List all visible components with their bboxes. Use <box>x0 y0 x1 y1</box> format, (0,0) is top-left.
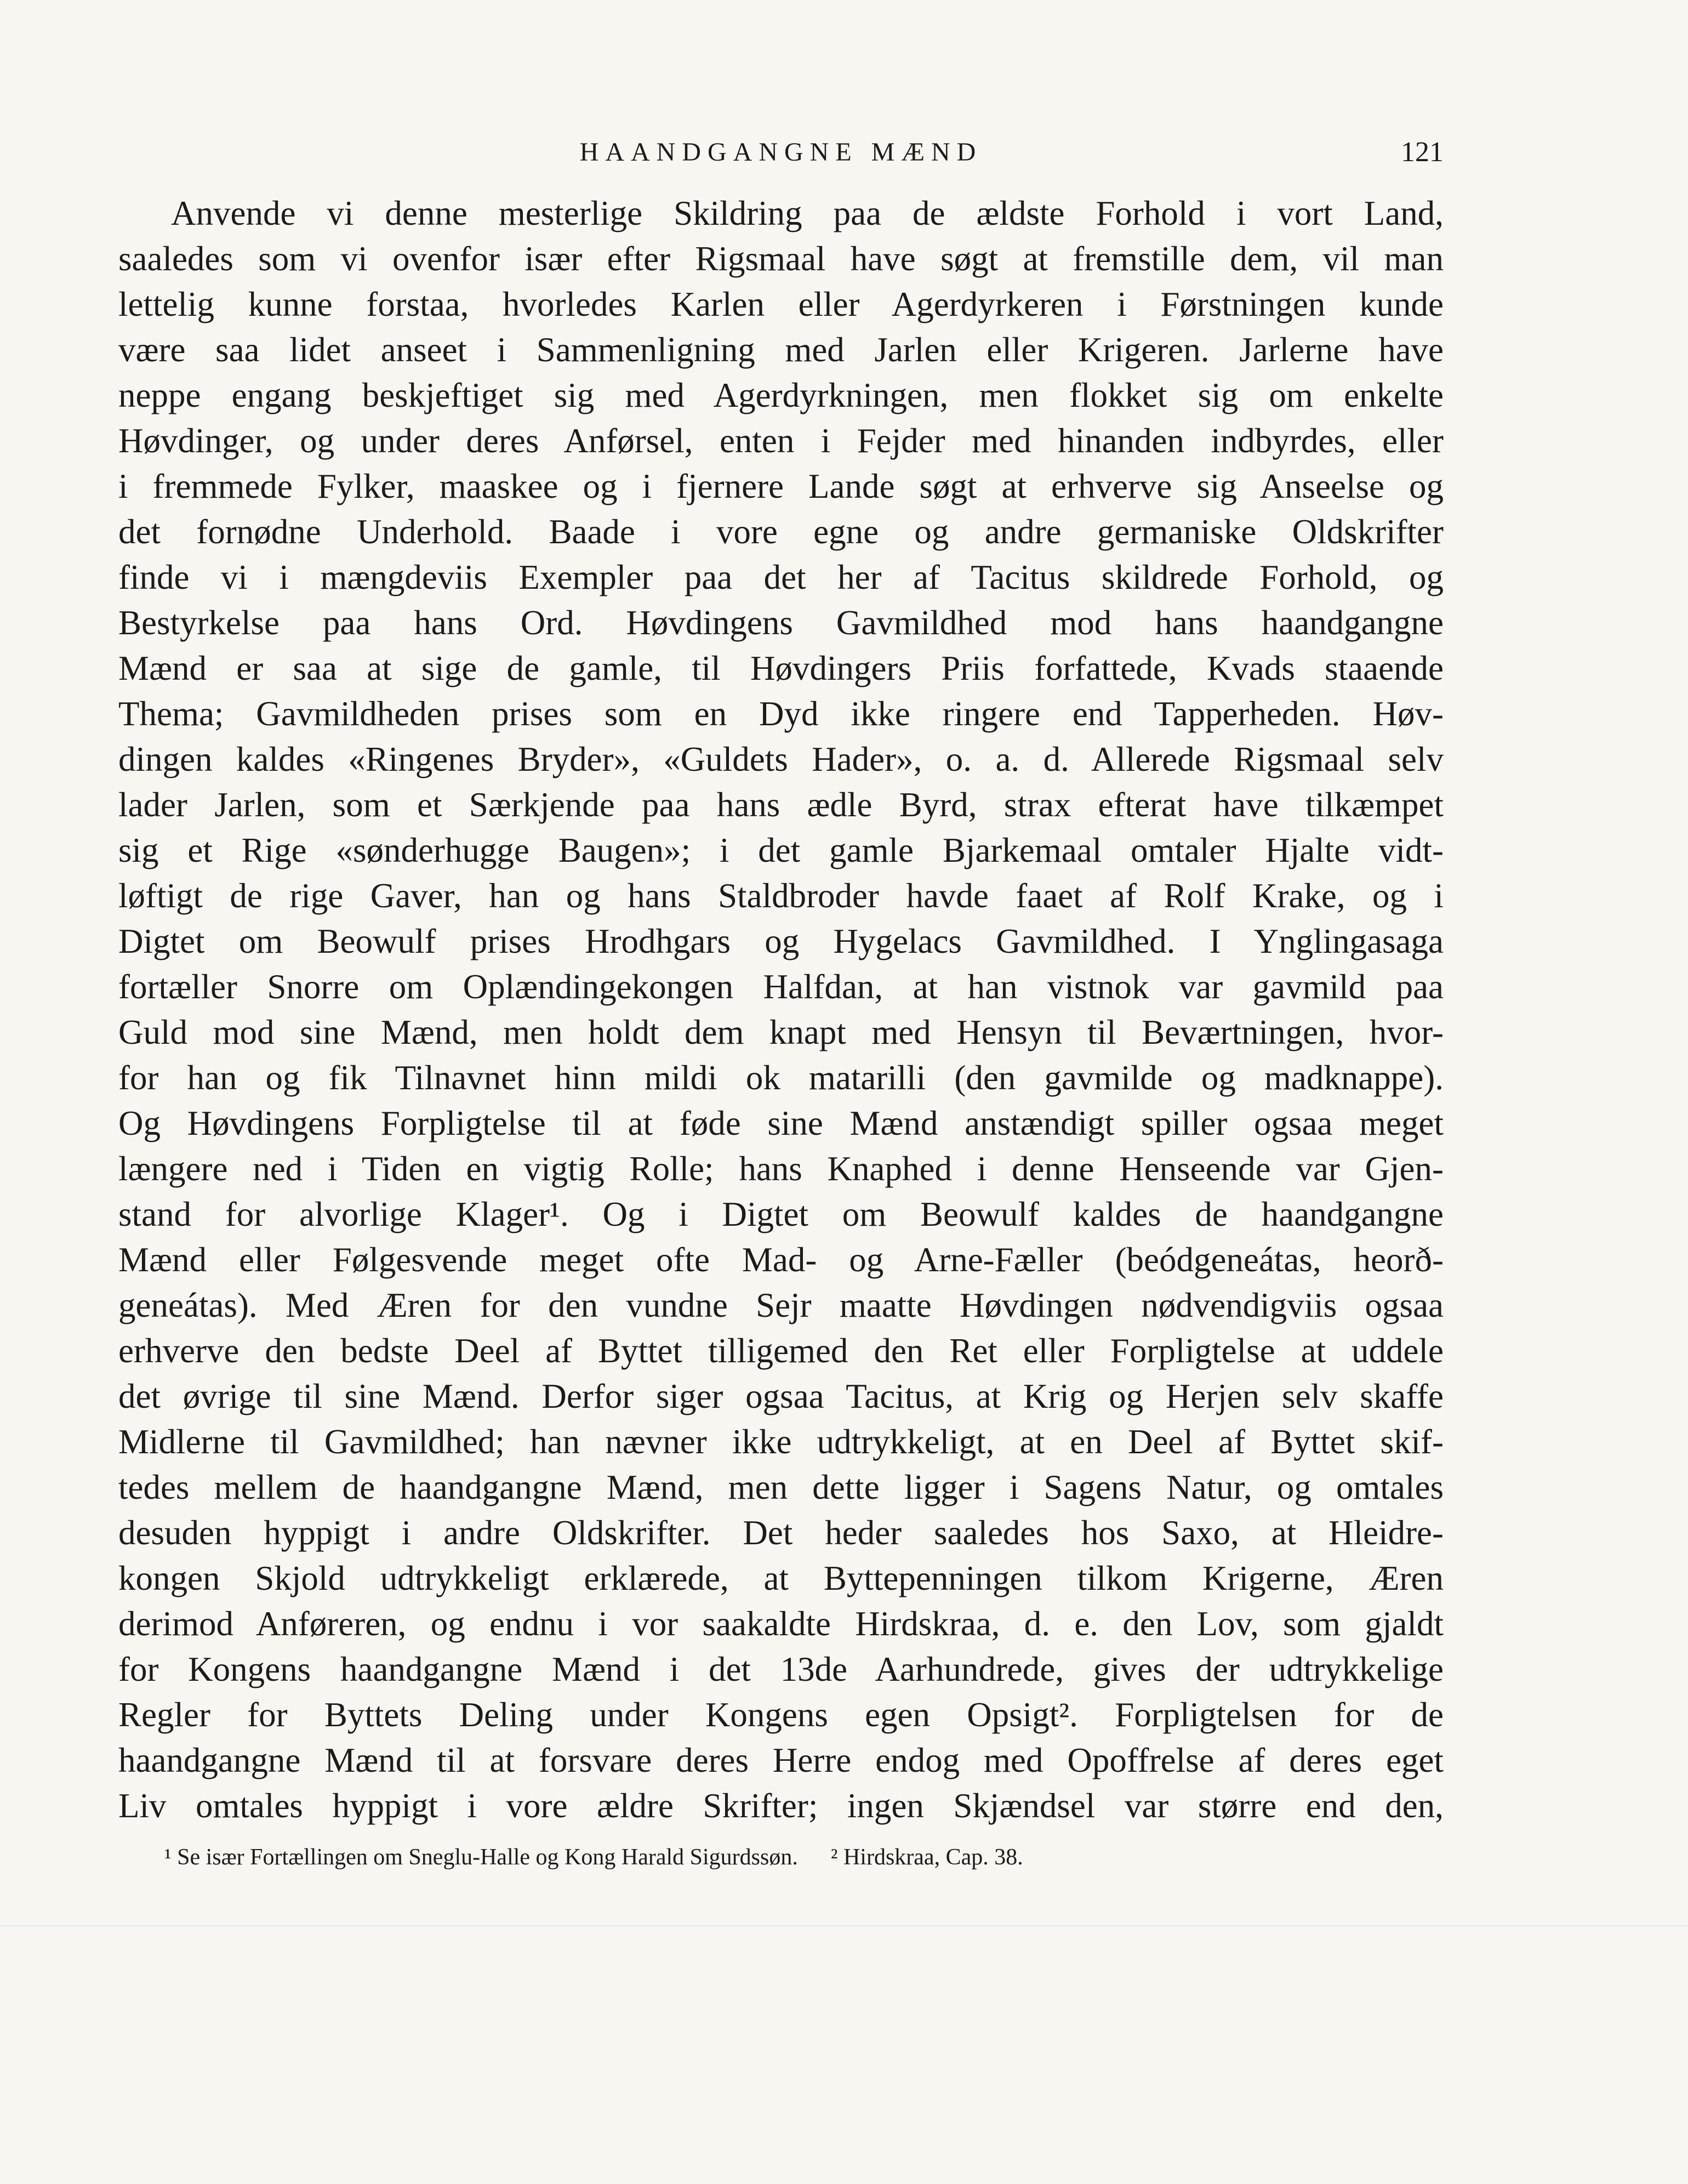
text-line: desuden hyppigt i andre Oldskrifter. Det heder saaledes hos Saxo, at Hleidre- <box>118 1514 1444 1552</box>
text-line: fortæller Snorre om Oplændingekongen Halfdan, at han vistnok var gavmild paa <box>118 968 1444 1006</box>
text-line: Digtet om Beowulf prises Hrodhgars og Hygelacs Gavmildhed. I Ynglingasaga <box>118 922 1444 960</box>
body-text <box>118 191 1444 1829</box>
text-line: stand for alvorlige Klager¹. Og i Digtet om Beowulf kaldes de haandgangne <box>118 1195 1444 1233</box>
text-line: saaledes som vi ovenfor især efter Rigsmaal have søgt at fremstille dem, vil man <box>118 240 1444 278</box>
text-line: derimod Anføreren, og endnu i vor saakaldte Hirdskraa, d. e. den Lov, som gjaldt <box>118 1605 1444 1643</box>
text-line: sig et Rige «sønderhugge Baugen»; i det gamle Bjarkemaal omtaler Hjalte vidt- <box>118 831 1444 869</box>
text-line: kongen Skjold udtrykkeligt erklærede, at Byttepenningen tilkom Krigerne, Æren <box>118 1559 1444 1597</box>
text-line: for Kongens haandgangne Mænd i det 13de Aarhundrede, gives der udtrykkelige <box>118 1650 1444 1688</box>
text-line: Guld mod sine Mænd, men holdt dem knapt med Hensyn til Beværtningen, hvor- <box>118 1013 1444 1051</box>
text-line: Bestyrkelse paa hans Ord. Høvdingens Gavmildhed mod hans haandgangne <box>118 604 1444 642</box>
text-line: det øvrige til sine Mænd. Derfor siger ogsaa Tacitus, at Krig og Herjen selv skaffe <box>118 1377 1444 1415</box>
text-line: neppe engang beskjeftiget sig med Agerdyrkningen, men flokket sig om enkelte <box>118 376 1444 414</box>
text-line: geneátas). Med Æren for den vundne Sejr maatte Høvdingen nødvendigviis ogsaa <box>118 1286 1444 1324</box>
text-line: være saa lidet anseet i Sammenligning med Jarlen eller Krigeren. Jarlerne have <box>118 331 1444 369</box>
text-line: længere ned i Tiden en vigtig Rolle; hans Knaphed i denne Henseende var Gjen- <box>118 1150 1444 1188</box>
text-line: Thema; Gavmildheden prises som en Dyd ikke ringere end Tapperheden. Høv- <box>118 695 1444 733</box>
text-line: Mænd er saa at sige de gamle, til Høvdingers Priis forfattede, Kvads staaende <box>118 649 1444 687</box>
text-line: Regler for Byttets Deling under Kongens egen Opsigt². Forpligtelsen for de <box>118 1696 1444 1734</box>
running-title: HAANDGANGNE MÆND <box>579 138 983 167</box>
text-line: i fremmede Fylker, maaskee og i fjernere Lande søgt at erhverve sig Anseelse og <box>118 467 1444 505</box>
text-line: Liv omtales hyppigt i vore ældre Skrifter; ingen Skjændsel var større end den, <box>118 1787 1444 1825</box>
footnote-1: ¹ Se især Fortællingen om Sneglu-Halle og Kong Harald Sigurdssøn. <box>164 1845 798 1870</box>
text-line: lettelig kunne forstaa, hvorledes Karlen eller Agerdyrkeren i Førstningen kunde <box>118 285 1444 323</box>
footnote-2: ² Hirdskraa, Cap. 38. <box>830 1845 1023 1870</box>
text-line: Og Høvdingens Forpligtelse til at føde sine Mænd anstændigt spiller ogsaa meget <box>118 1104 1444 1142</box>
text-line: det fornødne Underhold. Baade i vore egne og andre germaniske Oldskrifter <box>118 513 1444 551</box>
text-line: finde vi i mængdeviis Exempler paa det her af Tacitus skildrede Forhold, og <box>118 558 1444 596</box>
text-line: haandgangne Mænd til at forsvare deres Herre endog med Opoffrelse af deres eget <box>118 1741 1444 1779</box>
text-line: Anvende vi denne mesterlige Skildring paa de ældste Forhold i vort Land, <box>171 194 1444 232</box>
running-head <box>118 130 1444 174</box>
text-line: Høvdinger, og under deres Anførsel, enten i Fejder med hinanden indbyrdes, eller <box>118 422 1444 460</box>
text-line: Mænd eller Følgesvende meget ofte Mad- og Arne-Fæller (beódgeneátas, heorð- <box>118 1241 1444 1279</box>
text-line: tedes mellem de haandgangne Mænd, men dette ligger i Sagens Natur, og omtales <box>118 1468 1444 1506</box>
text-line: erhverve den bedste Deel af Byttet tilligemed den Ret eller Forpligtelse at uddele <box>118 1332 1444 1370</box>
page-number: 121 <box>1401 136 1444 168</box>
text-line: for han og fik Tilnavnet hinn mildi ok matarilli (den gavmilde og madknappe). <box>118 1059 1444 1097</box>
text-line: løftigt de rige Gaver, han og hans Staldbroder havde faaet af Rolf Krake, og i <box>118 877 1444 915</box>
text-line: dingen kaldes «Ringenes Bryder», «Guldets Hader», o. a. d. Allerede Rigsmaal selv <box>118 740 1444 778</box>
scan-artifact-line <box>0 1925 1688 1926</box>
text-line: lader Jarlen, som et Særkjende paa hans ædle Byrd, strax efterat have tilkæmpet <box>118 786 1444 824</box>
footnotes <box>164 1841 1348 1874</box>
text-line: Midlerne til Gavmildhed; han nævner ikke udtrykkeligt, at en Deel af Byttet skif- <box>118 1423 1444 1461</box>
